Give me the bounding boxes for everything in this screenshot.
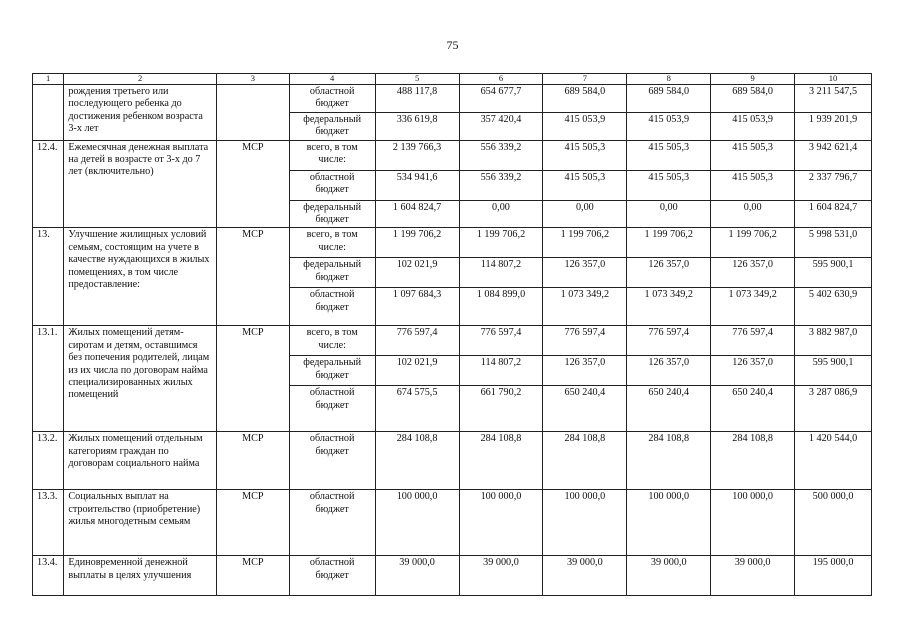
column-number: 10 <box>795 74 872 85</box>
year-value-cell: 39 000,0 <box>543 556 627 596</box>
year-value-cell: 415 053,9 <box>627 112 711 140</box>
year-value-cell: 1 199 706,2 <box>711 228 795 258</box>
year-value-cell: 689 584,0 <box>711 85 795 113</box>
year-value-cell: 284 108,8 <box>711 432 795 490</box>
total-value-cell: 1 604 824,7 <box>795 200 872 228</box>
year-value-cell: 415 505,3 <box>627 140 711 170</box>
year-value-cell: 1 199 706,2 <box>459 228 543 258</box>
year-value-cell: 1 073 349,2 <box>627 288 711 326</box>
year-value-cell: 776 597,4 <box>711 326 795 356</box>
page-number: 75 <box>446 38 459 52</box>
year-value-cell: 534 941,6 <box>375 170 459 200</box>
year-value-cell: 100 000,0 <box>543 490 627 556</box>
column-number: 1 <box>33 74 64 85</box>
funding-source-cell: федеральный бюджет <box>289 112 375 140</box>
year-value-cell: 1 084 899,0 <box>459 288 543 326</box>
year-value-cell: 100 000,0 <box>711 490 795 556</box>
column-number: 6 <box>459 74 543 85</box>
year-value-cell: 284 108,8 <box>459 432 543 490</box>
year-value-cell: 126 357,0 <box>627 258 711 288</box>
year-value-cell: 661 790,2 <box>459 386 543 432</box>
item-name-cell: рождения третьего или последующего ребенка до достижения ребенком возраста 3-х лет <box>64 85 217 141</box>
item-number-cell: 13.4. <box>33 556 64 596</box>
year-value-cell: 126 357,0 <box>711 258 795 288</box>
year-value-cell: 415 505,3 <box>543 170 627 200</box>
item-name-cell: Жилых помещений отдельным категориям граждан по договорам социального найма <box>64 432 217 490</box>
year-value-cell: 114 807,2 <box>459 356 543 386</box>
year-value-cell: 102 021,9 <box>375 258 459 288</box>
year-value-cell: 39 000,0 <box>375 556 459 596</box>
item-number-cell: 13.3. <box>33 490 64 556</box>
item-name-cell: Социальных выплат на строительство (приобретение) жилья многодетным семьям <box>64 490 217 556</box>
year-value-cell: 336 619,8 <box>375 112 459 140</box>
total-value-cell: 500 000,0 <box>795 490 872 556</box>
year-value-cell: 126 357,0 <box>627 356 711 386</box>
column-number: 8 <box>627 74 711 85</box>
executor-cell: МСР <box>216 228 289 326</box>
year-value-cell: 126 357,0 <box>543 356 627 386</box>
total-value-cell: 3 211 547,5 <box>795 85 872 113</box>
funding-source-cell: областной бюджет <box>289 432 375 490</box>
year-value-cell: 415 505,3 <box>711 170 795 200</box>
year-value-cell: 39 000,0 <box>711 556 795 596</box>
year-value-cell: 1 604 824,7 <box>375 200 459 228</box>
year-value-cell: 1 097 684,3 <box>375 288 459 326</box>
funding-source-cell: всего, в том числе: <box>289 326 375 356</box>
total-value-cell: 1 420 544,0 <box>795 432 872 490</box>
funding-source-cell: областной бюджет <box>289 386 375 432</box>
year-value-cell: 2 139 766,3 <box>375 140 459 170</box>
column-number-row <box>33 74 872 85</box>
table-row <box>33 140 872 170</box>
executor-cell: МСР <box>216 556 289 596</box>
year-value-cell: 1 199 706,2 <box>627 228 711 258</box>
column-number: 4 <box>289 74 375 85</box>
year-value-cell: 114 807,2 <box>459 258 543 288</box>
table-row <box>33 326 872 356</box>
executor-cell: МСР <box>216 140 289 228</box>
executor-cell <box>216 85 289 141</box>
total-value-cell: 3 942 621,4 <box>795 140 872 170</box>
budget-table <box>32 73 872 596</box>
year-value-cell: 0,00 <box>627 200 711 228</box>
total-value-cell: 595 900,1 <box>795 258 872 288</box>
year-value-cell: 284 108,8 <box>543 432 627 490</box>
year-value-cell: 415 505,3 <box>711 140 795 170</box>
item-name-cell: Жилых помещений детям-сиротам и детям, оставшимся без попечения родителей, лицам из их числа по договорам найма специализированных жилых помещений <box>64 326 217 432</box>
item-number-cell <box>33 85 64 141</box>
total-value-cell: 2 337 796,7 <box>795 170 872 200</box>
funding-source-cell: областной бюджет <box>289 490 375 556</box>
item-name-cell: Ежемесячная денежная выплата на детей в возрасте от 3-х до 7 лет (включительно) <box>64 140 217 228</box>
total-value-cell: 5 998 531,0 <box>795 228 872 258</box>
total-value-cell: 3 882 987,0 <box>795 326 872 356</box>
year-value-cell: 650 240,4 <box>711 386 795 432</box>
table-row <box>33 228 872 258</box>
year-value-cell: 1 073 349,2 <box>543 288 627 326</box>
year-value-cell: 415 505,3 <box>627 170 711 200</box>
year-value-cell: 776 597,4 <box>627 326 711 356</box>
table-row <box>33 432 872 490</box>
year-value-cell: 776 597,4 <box>459 326 543 356</box>
year-value-cell: 284 108,8 <box>375 432 459 490</box>
executor-cell: МСР <box>216 432 289 490</box>
item-name-cell: Улучшение жилищных условий семьям, состоящим на учете в качестве нуждающихся в жилых помещениях, в том числе предоставление: <box>64 228 217 326</box>
item-number-cell: 13.2. <box>33 432 64 490</box>
funding-source-cell: всего, в том числе: <box>289 228 375 258</box>
total-value-cell: 5 402 630,9 <box>795 288 872 326</box>
year-value-cell: 488 117,8 <box>375 85 459 113</box>
year-value-cell: 102 021,9 <box>375 356 459 386</box>
column-number: 9 <box>711 74 795 85</box>
year-value-cell: 126 357,0 <box>711 356 795 386</box>
year-value-cell: 689 584,0 <box>627 85 711 113</box>
year-value-cell: 654 677,7 <box>459 85 543 113</box>
funding-source-cell: областной бюджет <box>289 85 375 113</box>
total-value-cell: 595 900,1 <box>795 356 872 386</box>
funding-source-cell: федеральный бюджет <box>289 258 375 288</box>
year-value-cell: 357 420,4 <box>459 112 543 140</box>
total-value-cell: 3 287 086,9 <box>795 386 872 432</box>
table-row <box>33 556 872 596</box>
year-value-cell: 674 575,5 <box>375 386 459 432</box>
item-number-cell: 13.1. <box>33 326 64 432</box>
executor-cell: МСР <box>216 490 289 556</box>
funding-source-cell: областной бюджет <box>289 556 375 596</box>
column-number: 3 <box>216 74 289 85</box>
item-name-cell: Единовременной денежной выплаты в целях улучшения <box>64 556 217 596</box>
year-value-cell: 1 073 349,2 <box>711 288 795 326</box>
column-number: 7 <box>543 74 627 85</box>
year-value-cell: 100 000,0 <box>627 490 711 556</box>
year-value-cell: 689 584,0 <box>543 85 627 113</box>
year-value-cell: 126 357,0 <box>543 258 627 288</box>
funding-source-cell: федеральный бюджет <box>289 200 375 228</box>
total-value-cell: 195 000,0 <box>795 556 872 596</box>
year-value-cell: 776 597,4 <box>375 326 459 356</box>
table-row <box>33 85 872 113</box>
year-value-cell: 39 000,0 <box>459 556 543 596</box>
year-value-cell: 1 199 706,2 <box>543 228 627 258</box>
funding-source-cell: всего, в том числе: <box>289 140 375 170</box>
column-number: 2 <box>64 74 217 85</box>
column-number: 5 <box>375 74 459 85</box>
year-value-cell: 415 053,9 <box>543 112 627 140</box>
funding-source-cell: областной бюджет <box>289 288 375 326</box>
year-value-cell: 415 505,3 <box>543 140 627 170</box>
year-value-cell: 0,00 <box>459 200 543 228</box>
item-number-cell: 12.4. <box>33 140 64 228</box>
year-value-cell: 100 000,0 <box>459 490 543 556</box>
year-value-cell: 776 597,4 <box>543 326 627 356</box>
year-value-cell: 556 339,2 <box>459 140 543 170</box>
year-value-cell: 556 339,2 <box>459 170 543 200</box>
table-row <box>33 490 872 556</box>
total-value-cell: 1 939 201,9 <box>795 112 872 140</box>
year-value-cell: 39 000,0 <box>627 556 711 596</box>
year-value-cell: 284 108,8 <box>627 432 711 490</box>
executor-cell: МСР <box>216 326 289 432</box>
year-value-cell: 650 240,4 <box>543 386 627 432</box>
year-value-cell: 415 053,9 <box>711 112 795 140</box>
year-value-cell: 1 199 706,2 <box>375 228 459 258</box>
item-number-cell: 13. <box>33 228 64 326</box>
funding-source-cell: федеральный бюджет <box>289 356 375 386</box>
year-value-cell: 650 240,4 <box>627 386 711 432</box>
year-value-cell: 0,00 <box>543 200 627 228</box>
year-value-cell: 100 000,0 <box>375 490 459 556</box>
year-value-cell: 0,00 <box>711 200 795 228</box>
funding-source-cell: областной бюджет <box>289 170 375 200</box>
